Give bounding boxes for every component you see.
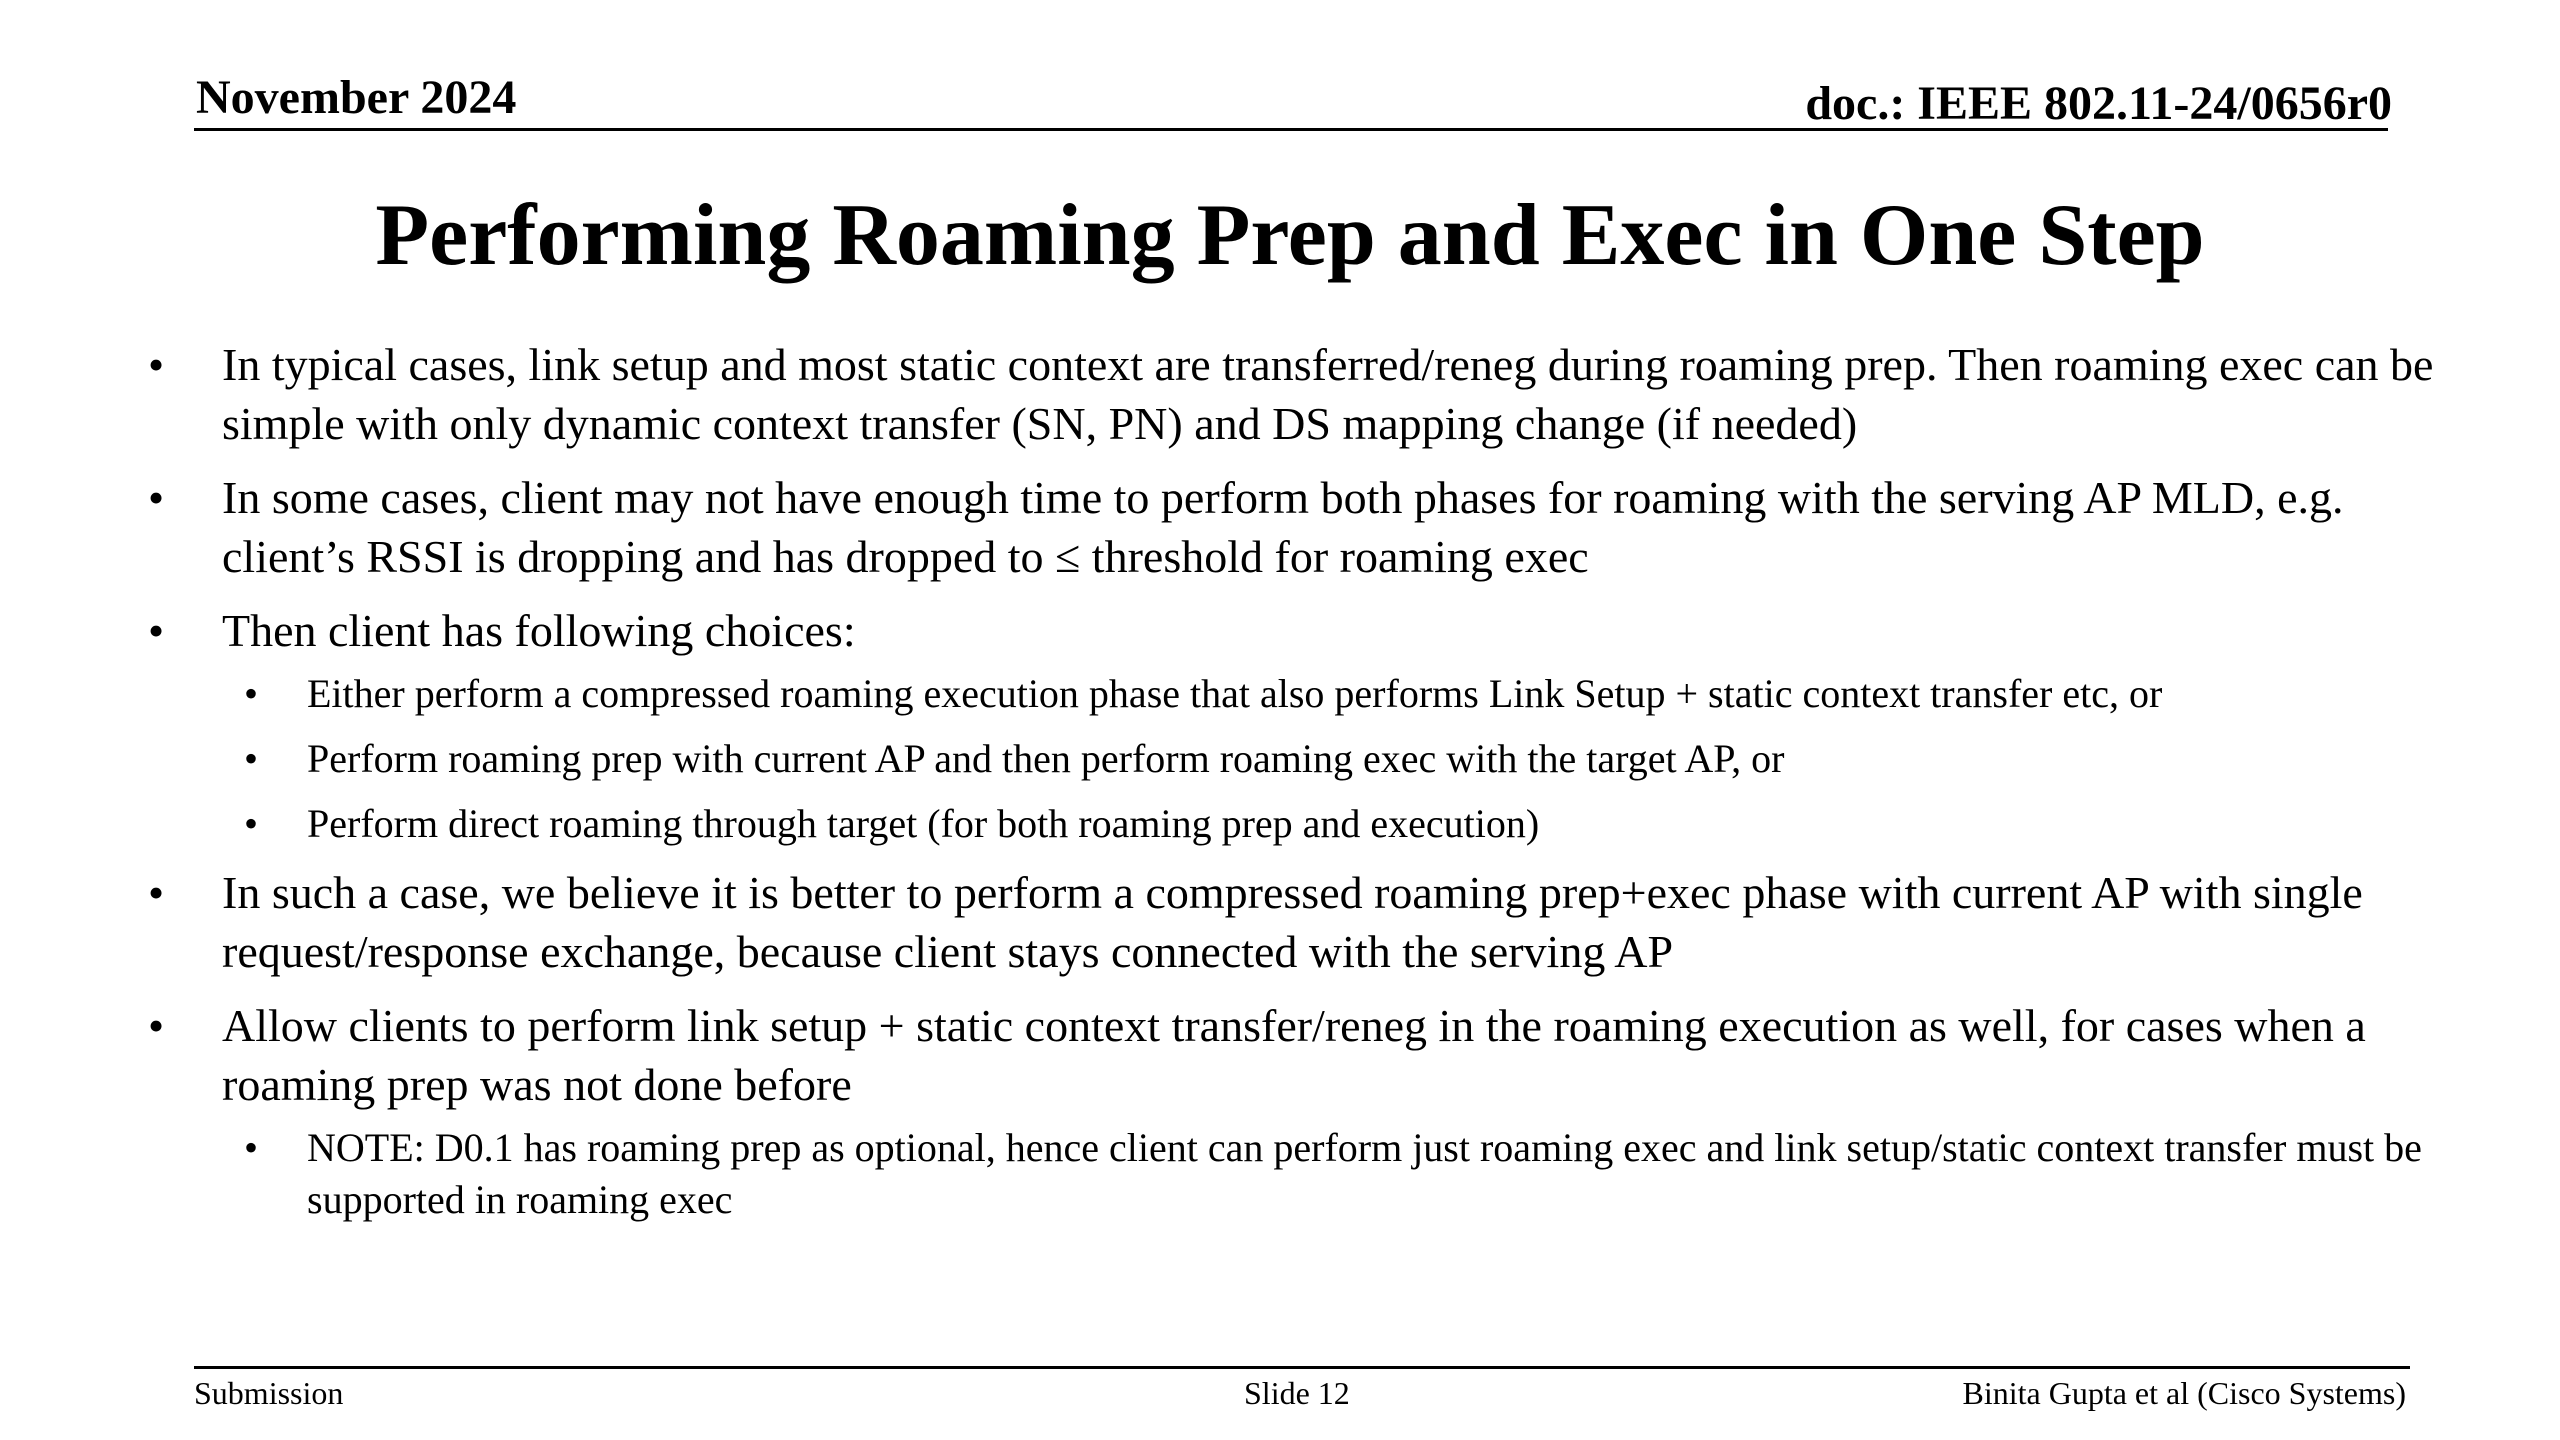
bullet-text: In such a case, we believe it is better to perform a compressed roaming prep+exec phase with current AP with single request/response exchange, because client stays connected with the serving AP	[222, 867, 2363, 977]
bullet-icon: •	[244, 736, 259, 781]
bullet-text: In some cases, client may not have enough time to perform both phases for roaming with the serving AP MLD, e.g. client’s RSSI is dropping and has dropped to ≤ threshold for roaming exec	[222, 472, 2344, 582]
bullet-text: Then client has following choices:	[222, 605, 856, 656]
header-date: November 2024	[196, 71, 517, 124]
bullet-icon: •	[148, 339, 165, 390]
sub-bullet-item	[140, 798, 2440, 850]
footer-divider	[194, 1366, 2410, 1369]
sub-bullet-text: Perform direct roaming through target (for both roaming prep and execution)	[307, 801, 1540, 846]
bullet-item	[140, 601, 2440, 660]
bullet-icon: •	[148, 1000, 165, 1051]
sub-bullet-text: Perform roaming prep with current AP and then perform roaming exec with the target AP, or	[307, 736, 1785, 781]
bullet-item	[140, 335, 2440, 453]
sub-bullet-item	[140, 668, 2440, 720]
bullet-icon: •	[148, 867, 165, 918]
sub-bullet-text: Either perform a compressed roaming execution phase that also performs Link Setup + static context transfer etc, or	[307, 671, 2163, 716]
slide-content	[140, 335, 2440, 1239]
bullet-text: In typical cases, link setup and most static context are transferred/reneg during roaming prep. Then roaming exec can be simple with only dynamic context transfer (SN, PN) and DS mapping change (if needed)	[222, 339, 2434, 449]
sub-bullet-item	[140, 733, 2440, 785]
footer-slide-number: Slide 12	[1244, 1375, 1350, 1411]
bullet-text: Allow clients to perform link setup + static context transfer/reneg in the roaming execution as well, for cases when a roaming prep was not done before	[222, 1000, 2366, 1110]
sub-bullet-text: NOTE: D0.1 has roaming prep as optional, hence client can perform just roaming exec and link setup/static context transfer must be supported in roaming exec	[307, 1125, 2422, 1222]
bullet-icon: •	[244, 801, 259, 846]
bullet-icon: •	[148, 472, 165, 523]
header-divider	[194, 128, 2388, 131]
bullet-icon: •	[244, 1125, 259, 1170]
bullet-icon: •	[148, 605, 165, 656]
header-doc-id: doc.: IEEE 802.11-24/0656r0	[1805, 77, 2392, 130]
bullet-item	[140, 996, 2440, 1114]
footer-author: Binita Gupta et al (Cisco Systems)	[1962, 1375, 2406, 1411]
sub-bullet-item	[140, 1122, 2440, 1226]
bullet-icon: •	[244, 671, 259, 716]
footer-submission: Submission	[194, 1375, 344, 1411]
bullet-item	[140, 863, 2440, 981]
slide-title: Performing Roaming Prep and Exec in One Step	[375, 187, 2205, 284]
bullet-item	[140, 468, 2440, 586]
